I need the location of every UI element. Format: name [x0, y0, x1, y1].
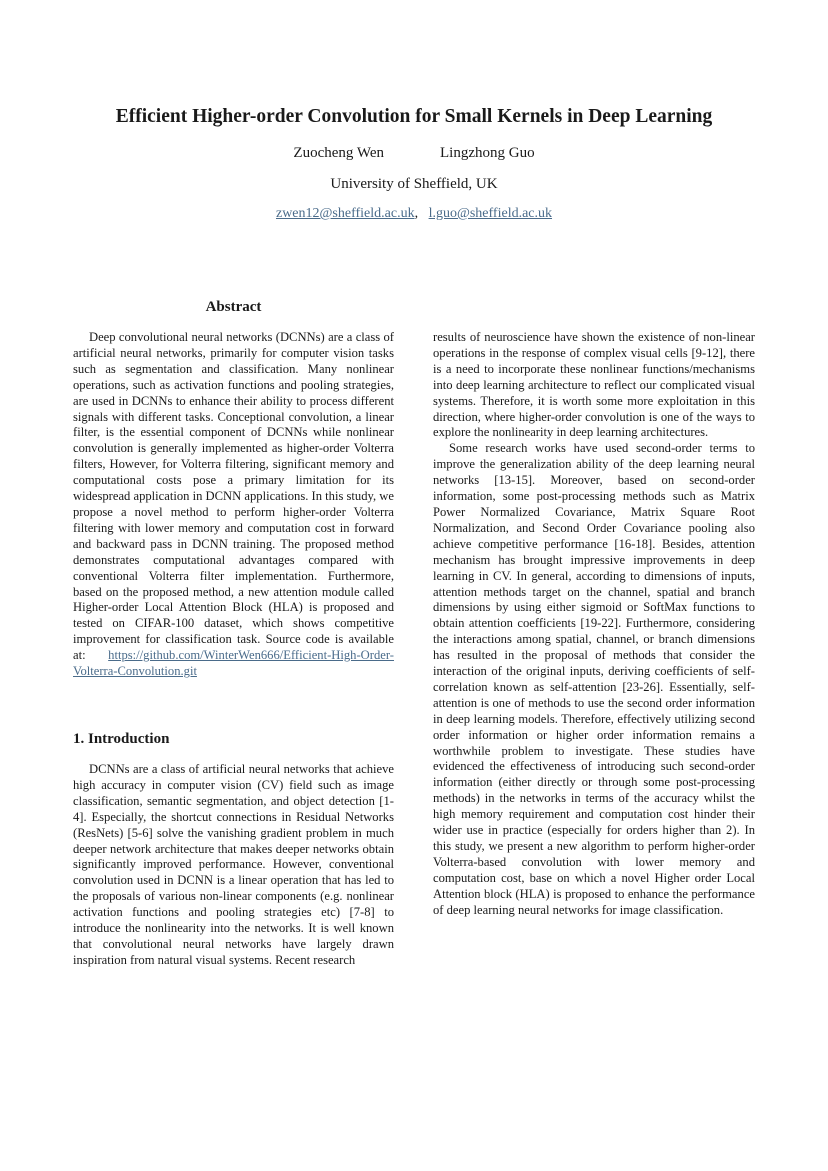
introduction-body-right	[433, 330, 755, 919]
email-list	[0, 206, 828, 222]
email-link[interactable]: zwen12@sheffield.ac.uk	[275, 206, 415, 221]
email-separator: ,	[414, 206, 419, 221]
introduction-body-left	[73, 762, 394, 969]
author-name: Lingzhong Guo	[440, 145, 535, 161]
abstract-body	[73, 330, 394, 680]
introduction-heading: 1. Introduction	[73, 731, 170, 747]
source-code-link[interactable]: https://github.com/WinterWen666/Efficient-High-Order-Volterra-Convolution.git	[73, 648, 394, 679]
paper-title: Efficient Higher-order Convolution for Small Kernels in Deep Learning	[115, 106, 713, 127]
introduction-paragraph: DCNNs are a class of artificial neural networks that achieve high accuracy in computer vision (CV) field such as image classification, semantic segmentation, and object detection [1-4]. Especially, the shortcut connections in Residual Networks (ResNets) [5-6] solve the vanishing gradient problem in much deeper network architecture that makes deeper networks obtain significantly improved performance. However, conventional convolution used in DCNN is a linear operation that has led to the proposals of various non-linear components (e.g. nonlinear activation functions and pooling strategies etc) [7-8] to introduce the nonlinearity into the networks. It is well known that convolutional neural networks have largely drawn inspiration from natural visual systems. Recent research	[73, 762, 394, 967]
affiliation: University of Sheffield, UK	[330, 176, 498, 192]
author-list	[0, 145, 828, 162]
abstract-heading: Abstract	[205, 299, 262, 315]
introduction-paragraph: Some research works have used second-order terms to improve the generalization ability of the deep learning neural networks [13-15]. Moreover, based on second-order information, some post-processing methods such as Matrix Power Normalized Covariance, Matrix Square Root Normalization, and Second Order Covariance pooling also achieve competitive performance [16-18]. Besides, attention mechanism has brought impressive improvements in deep learning in CV. In general, according to dimensions of inputs, attention methods target on the channel, spatial and branch dimensions by using either sigmoid or SoftMax functions to obtain attention coefficients [19-22]. Furthermore, considering the interactions among spatial, channel, or branch dimensions has resulted in the proposal of methods that consider the interaction of the original inputs, deriving coefficients of self-correlation known as self-attention [23-26]. Essentially, self-attention is one of methods to use the second order information in deep learning models. Therefore, effectively utilizing second order information or higher order information remains a worthwhile problem to investigate. These studies have evidenced the effectiveness of introducing such second-order information (either directly or through some post-processing methods) in the networks in terms of the accuracy whilst the high memory requirement and computation cost hinder their wider use in practice (especially for orders higher than 2). In this study, we present a new algorithm to perform higher-order Volterra-based convolution with lower memory and computation cost, base on which a novel Higher order Local Attention block (HLA) is proposed to enhance the performance of deep learning neural networks for image classification.	[433, 441, 755, 917]
email-link[interactable]: l.guo@sheffield.ac.uk	[428, 206, 553, 221]
abstract-text: Deep convolutional neural networks (DCNNs) are a class of artificial neural networks, primarily for computer vision tasks such as segmentation and classification. Many nonlinear operations, such as activation functions and pooling strategies, are used in DCNNs to enhance their ability to process different signals with different tasks. Conceptional convolution, a linear filter, is the essential component of DCNNs while nonlinear convolution is generally implemented as higher-order Volterra filters, However, for Volterra filtering, significant memory and computational costs pose a primary limitation for its widespread application in DCNN applications. In this study, we propose a novel method to perform higher-order Volterra filtering with lower memory and computation cost in forward and backward pass in DCNN training. The proposed method demonstrates computational advantages compared with conventional Volterra filter implementation. Furthermore, based on the proposed method, a new attention module called Higher-order Local Attention Block (HLA) is proposed and tested on CIFAR-100 dataset, which shows competitive improvement for classification task. Source code is available at:	[73, 330, 394, 663]
introduction-paragraph-continued: results of neuroscience have shown the existence of non-linear operations in the response of complex visual cells [9-12], there is a need to incorporate these nonlinear functions/mechanisms into deep learning architecture to reflect our complicated visual systems. Therefore, it is worth some more exploitation in this direction, where higher-order convolution is one of the ways to explore the nonlinearity in deep learning architectures.	[433, 330, 755, 440]
author-name: Zuocheng Wen	[293, 145, 384, 161]
